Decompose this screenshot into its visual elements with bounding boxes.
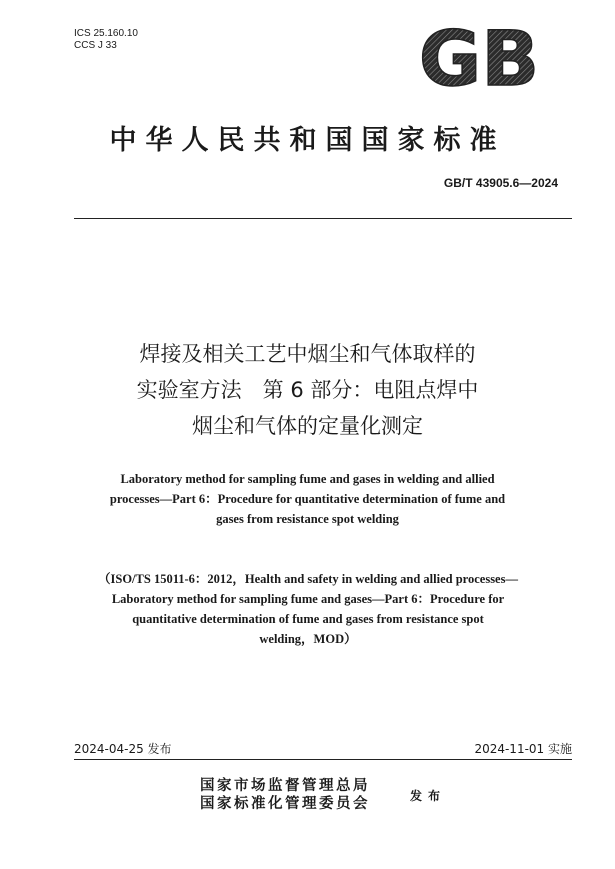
- issue-label: 发布: [410, 789, 447, 803]
- english-title-line: gases from resistance spot welding: [216, 512, 399, 526]
- national-standard-heading: 中华人民共和国国家标准: [109, 125, 506, 156]
- chinese-title-line: 烟尘和气体的定量化测定: [192, 414, 423, 438]
- footer-divider: [74, 759, 572, 760]
- iso-reference-line: quantitative determination of fume and gases from resistance spot: [132, 612, 484, 626]
- header-divider: [74, 218, 572, 219]
- implement-date: 2024-11-01 实施: [474, 742, 572, 756]
- iso-reference-line: Laboratory method for sampling fume and gases—Part 6：Procedure for: [111, 592, 505, 606]
- issuer-samr: 国家市场监督管理总局: [200, 777, 370, 794]
- english-title-line: Laboratory method for sampling fume and gases in welding and allied: [120, 472, 495, 486]
- iso-reference: [78, 569, 538, 649]
- ics-code: ICS 25.160.10: [74, 28, 138, 39]
- gb-logo: [418, 24, 540, 92]
- chinese-title-line: 实验室方法 第 6 部分：电阻点焊中: [136, 378, 479, 402]
- classification-codes: [74, 28, 138, 52]
- issuing-authorities: [200, 777, 370, 813]
- svg-text:GB: GB: [418, 24, 540, 92]
- issuer-sac: 国家标准化管理委员会: [200, 795, 370, 812]
- english-title-line: processes—Part 6：Procedure for quantitative determination of fume and: [109, 492, 506, 506]
- ccs-code: CCS J 33: [74, 40, 117, 51]
- standard-number: GB/T 43905.6—2024: [443, 176, 558, 190]
- iso-reference-line: welding，MOD）: [259, 632, 357, 646]
- iso-reference-line: （ISO/TS 15011-6：2012，Health and safety in welding and allied processes—: [98, 572, 518, 586]
- publish-date: 2024-04-25 发布: [74, 742, 172, 756]
- chinese-title-line: 焊接及相关工艺中烟尘和气体取样的: [139, 342, 476, 366]
- english-title: [80, 469, 535, 529]
- chinese-title: [60, 336, 555, 444]
